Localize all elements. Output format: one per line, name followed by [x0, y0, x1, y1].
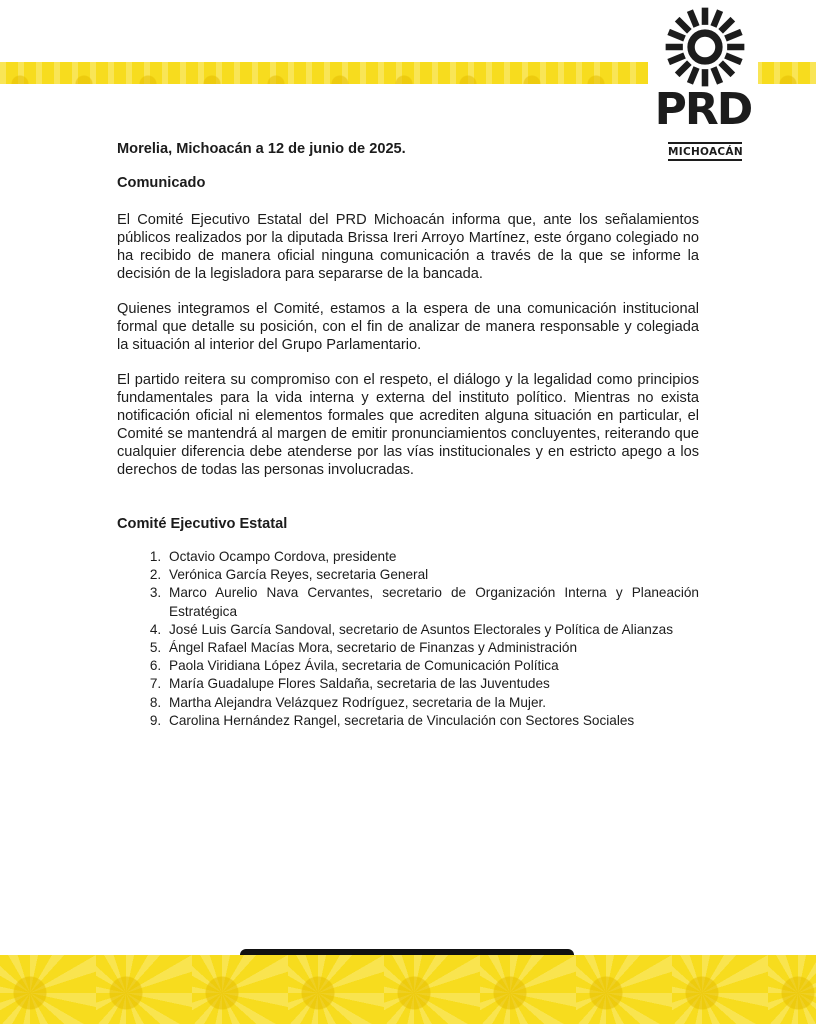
list-item: 4. José Luis García Sandoval, secretario de Asuntos Electorales y Política de Alianzas: [165, 621, 699, 639]
sun-ray: [721, 63, 733, 75]
sun-emblem-icon: [664, 6, 746, 88]
paragraph: El partido reitera su compromiso con el respeto, el diálogo y la legalidad como principios fundamentales para la vida interna y externa del instituto político. Mientras no exista notificación oficial ni elementos formales que acrediten alguna situación en particular, el Comité se mantendrá al margen de emitir pronunciamientos concluyentes, reiterando que cualquier diferencia debe atenderse por las vías institucionales y en estricto apego a los derechos de todas las personas involucradas.: [117, 372, 699, 478]
sun-ray: [725, 32, 741, 39]
sun-ray: [669, 32, 685, 39]
sun-ray: [669, 55, 685, 62]
sun-ray: [721, 19, 733, 31]
list-item: 1. Octavio Ocampo Cordova, presidente: [165, 548, 699, 566]
list-item: 7. María Guadalupe Flores Saldaña, secretaria de las Juventudes: [165, 675, 699, 693]
list-item: 9. Carolina Hernández Rangel, secretaria de Vinculación con Sectores Sociales: [165, 712, 699, 730]
sun-ray: [677, 19, 689, 31]
letter-body: [117, 140, 699, 730]
document-heading: Comunicado: [117, 175, 206, 191]
sun-ray: [690, 11, 697, 27]
list-item: 5. Ángel Rafael Macías Mora, secretario de Finanzas y Administración: [165, 639, 699, 657]
bottom-yellow-band: [0, 955, 816, 1024]
sun-ray: [690, 67, 697, 83]
sun-ray: [725, 55, 741, 62]
paragraph: Quienes integramos el Comité, estamos a la espera de una comunicación institucional formal que detalle su posición, con el fin de analizar de manera responsable y colegiada la situación al interior del Grupo Parlamentario.: [117, 301, 699, 353]
list-item: 8. Martha Alejandra Velázquez Rodríguez, secretaria de la Mujer.: [165, 694, 699, 712]
list-item: 2. Verónica García Reyes, secretaria General: [165, 566, 699, 584]
logo-state-name: MICHOACÁN: [668, 142, 742, 161]
sun-ray: [677, 63, 689, 75]
members-list: [117, 548, 699, 730]
dateline: Morelia, Michoacán a 12 de junio de 2025.: [117, 141, 406, 157]
logo-wordmark: PRD: [654, 84, 752, 135]
sun-ray: [713, 67, 720, 83]
members-title: Comité Ejecutivo Estatal: [117, 516, 288, 532]
paragraph: El Comité Ejecutivo Estatal del PRD Michoacán informa que, ante los señalamientos públicos realizados por la diputada Brissa Ireri Arroyo Martínez, este órgano colegiado no ha recibido de manera oficial ninguna comunicación a través de la que se informe la decisión de la legisladora para separarse de la bancada.: [117, 212, 699, 282]
list-item: 6. Paola Viridiana López Ávila, secretaria de Comunicación Política: [165, 657, 699, 675]
sun-ray: [713, 11, 720, 27]
list-item: 3. Marco Aurelio Nava Cervantes, secretario de Organización Interna y Planeación Estratégica: [165, 584, 699, 620]
